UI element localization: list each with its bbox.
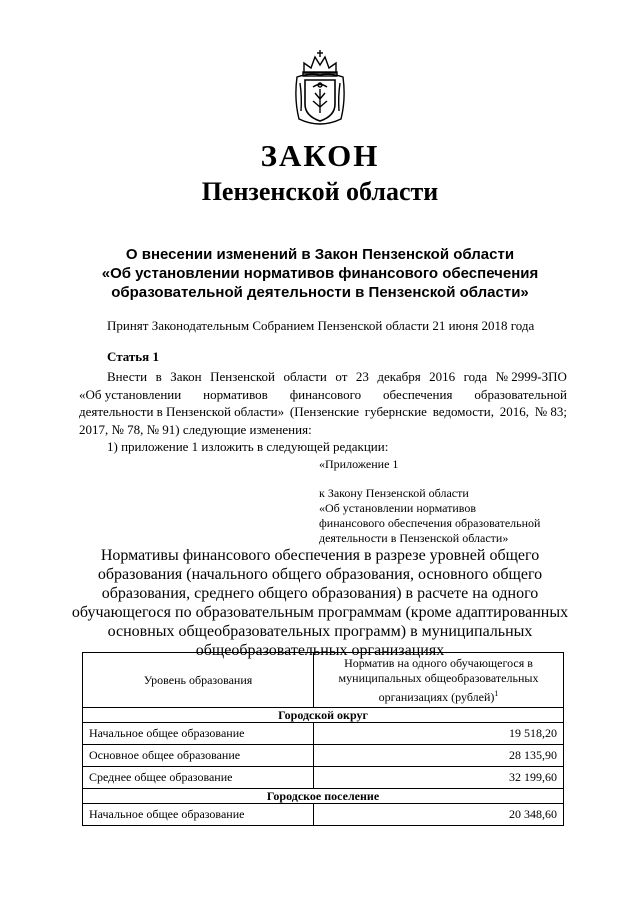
paragraph-line: 2017, № 78, № 91) следующие изменения: [79, 421, 312, 437]
appendix-label: «Приложение 1 [319, 457, 399, 471]
level-cell: Среднее общее образование [83, 767, 314, 789]
footnote-marker: 1 [494, 688, 499, 698]
title-line: Нормативы финансового обеспечения в разрезе уровней общего [100, 547, 540, 564]
appendix-line: деятельности в Пензенской области» [319, 531, 509, 545]
paragraph-line: Внести в Закон Пензенской области от 23 декабря 2016 года № 2999-ЗПО [107, 369, 567, 384]
group-row [83, 708, 564, 723]
subject-line: О внесении изменений в Закон Пензенской области [125, 246, 515, 263]
group-row [83, 789, 564, 804]
article-paragraph [79, 368, 567, 438]
level-cell: Основное общее образование [83, 745, 314, 767]
penza-coat-of-arms-icon [291, 49, 349, 127]
table-row [83, 745, 564, 767]
table-row [83, 723, 564, 745]
law-subject [60, 245, 580, 302]
value-cell: 19 518,20 [314, 723, 564, 745]
level-cell: Начальное общее образование [83, 804, 314, 826]
appendix-line: финансового обеспечения образовательной [319, 516, 541, 530]
article-heading: Статья 1 [107, 349, 159, 364]
title-line: общеобразовательных организациях [195, 642, 445, 659]
title-line: образования, среднего общего образования) в расчете на одного [101, 585, 539, 602]
norms-table [82, 652, 564, 826]
table-header-row [83, 653, 564, 708]
title-line: образования (начального общего образования, основного общего [97, 566, 543, 583]
document-type-title: ЗАКОН [260, 138, 380, 173]
group-name: Городское поселение [83, 789, 564, 804]
adoption-statement: Принят Законодательным Собранием Пензенской области 21 июня 2018 года [107, 318, 535, 333]
value-cell: 28 135,90 [314, 745, 564, 767]
table-row [83, 804, 564, 826]
table-row [83, 767, 564, 789]
level-cell: Начальное общее образование [83, 723, 314, 745]
column-header-norm: Норматив на одного обучающегося в муниципальных общеобразовательных организациях (рублей)$^1$ [314, 653, 564, 708]
value-cell: 32 199,60 [314, 767, 564, 789]
appendix-line: к Закону Пензенской области [319, 486, 469, 500]
norms-table-title [60, 546, 580, 660]
group-name: Городской округ [83, 708, 564, 723]
paragraph-line: деятельности в Пензенской области» (Пензенские губернские ведомости, 2016, № 83; [79, 404, 567, 419]
column-header-level: Уровень образования [83, 653, 314, 708]
paragraph-line: «Об установлении нормативов финансового обеспечения образовательной [79, 386, 567, 402]
title-line: основных общеобразовательных программ) в муниципальных [107, 623, 533, 640]
value-cell: 20 348,60 [314, 804, 564, 826]
amendment-item: 1) приложение 1 изложить в следующей редакции: [107, 439, 389, 454]
title-line: обучающегося по образовательным программам (кроме адаптированных [71, 604, 569, 621]
appendix-reference [319, 457, 540, 546]
subject-line: образовательной деятельности в Пензенской области» [111, 284, 529, 301]
subject-line: «Об установлении нормативов финансового обеспечения [101, 265, 539, 282]
region-title: Пензенской области [201, 177, 439, 206]
appendix-line: «Об установлении нормативов [319, 501, 477, 515]
